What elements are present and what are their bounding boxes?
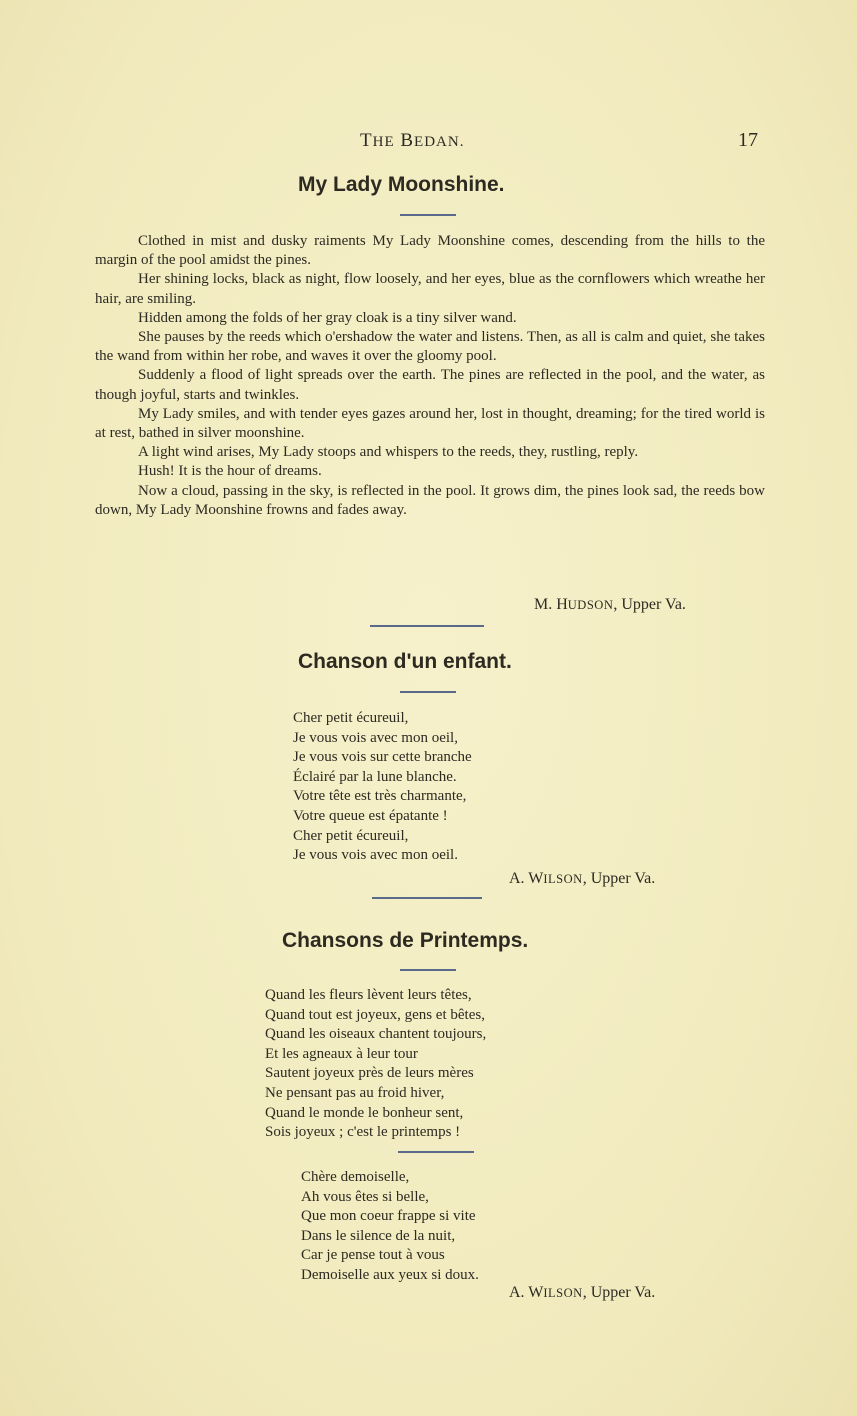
signature: A. WILSON, Upper Va. bbox=[509, 1284, 656, 1301]
verse-line: Ah vous êtes si belle, bbox=[301, 1188, 429, 1205]
verse-line: Chère demoiselle, bbox=[301, 1169, 410, 1185]
verse-line: Sois joyeux ; c'est le printemps ! bbox=[265, 1124, 461, 1141]
poem-stanza-2 bbox=[301, 1168, 479, 1286]
paragraph: A light wind arises, My Lady stoops and whispers to the reeds, they, rustling, reply. bbox=[138, 444, 639, 461]
title-rule bbox=[400, 691, 456, 693]
verse-line: Votre queue est épatante ! bbox=[293, 807, 448, 824]
page-number: 17 bbox=[738, 129, 758, 151]
paragraph: She pauses by the reeds which o'ershadow the water and listens. Then, as all is calm and quiet, she takes the wand from within her robe, and waves it over the gloomy pool. bbox=[95, 329, 765, 365]
signature: M. HUDSON, Upper Va. bbox=[534, 596, 686, 613]
verse-line: Je vous vois sur cette branche bbox=[293, 749, 472, 766]
piece-title-my-lady-moonshine: My Lady Moonshine. bbox=[298, 173, 505, 196]
paragraph: Hush! It is the hour of dreams. bbox=[138, 463, 322, 480]
verse-line: Cher petit écureuil, bbox=[293, 827, 409, 844]
verse-line: Votre tête est très charmante, bbox=[293, 788, 467, 805]
verse-line: Sautent joyeux près de leurs mères bbox=[265, 1065, 474, 1082]
verse-line: Ne pensant pas au froid hiver, bbox=[265, 1084, 445, 1101]
verse-line: Et les agneaux à leur tour bbox=[265, 1045, 418, 1062]
section-divider bbox=[370, 625, 484, 627]
piece-title-chansons-de-printemps: Chansons de Printemps. bbox=[282, 929, 529, 952]
title-rule bbox=[400, 214, 456, 216]
verse-line: Demoiselle aux yeux si doux. bbox=[301, 1266, 479, 1283]
verse-line: Dans le silence de la nuit, bbox=[301, 1227, 456, 1244]
paragraph: Her shining locks, black as night, flow loosely, and her eyes, blue as the cornflowers which wreathe her hair, are smiling. bbox=[95, 271, 765, 307]
signature: A. WILSON, Upper Va. bbox=[509, 870, 656, 887]
poem-stanza-1 bbox=[265, 986, 486, 1143]
paragraph: Clothed in mist and dusky raiments My Lady Moonshine comes, descending from the hills to the margin of the pool amidst the pines. bbox=[95, 233, 765, 269]
verse-line: Éclairé par la lune blanche. bbox=[293, 768, 457, 785]
verse-line: Quand les fleurs lèvent leurs têtes, bbox=[265, 987, 472, 1003]
verse-line: Quand les oiseaux chantent toujours, bbox=[265, 1026, 487, 1043]
paragraph: My Lady smiles, and with tender eyes gazes around her, lost in thought, dreaming; for the tired world is at rest, bathed in silver moonshine. bbox=[95, 405, 765, 442]
paragraph: Suddenly a flood of light spreads over the earth. The pines are reflected in the pool, and the water, as though joyful, starts and twinkles. bbox=[95, 367, 765, 403]
paragraph: Hidden among the folds of her gray cloak is a tiny silver wand. bbox=[138, 309, 517, 326]
running-head: THE BEDAN. bbox=[360, 130, 465, 151]
verse-line: Je vous vois avec mon oeil. bbox=[293, 847, 458, 864]
piece-title-chanson-d-un-enfant: Chanson d'un enfant. bbox=[298, 650, 512, 673]
verse-line: Car je pense tout à vous bbox=[301, 1247, 445, 1264]
paragraph: Now a cloud, passing in the sky, is reflected in the pool. It grows dim, the pines look sad, the reeds bow down, My Lady Moonshine frowns and fades away. bbox=[95, 482, 765, 518]
stanza-divider bbox=[398, 1151, 474, 1153]
verse-line: Que mon coeur frappe si vite bbox=[301, 1208, 476, 1225]
verse-line: Quand tout est joyeux, gens et bêtes, bbox=[265, 1006, 485, 1023]
verse-line: Quand le monde le bonheur sent, bbox=[265, 1104, 464, 1121]
poem-chanson-d-un-enfant bbox=[293, 709, 472, 866]
verse-line: Cher petit écureuil, bbox=[293, 710, 409, 726]
prose-body bbox=[95, 232, 765, 520]
title-rule bbox=[400, 969, 456, 971]
section-divider bbox=[372, 897, 482, 899]
verse-line: Je vous vois avec mon oeil, bbox=[293, 729, 458, 746]
